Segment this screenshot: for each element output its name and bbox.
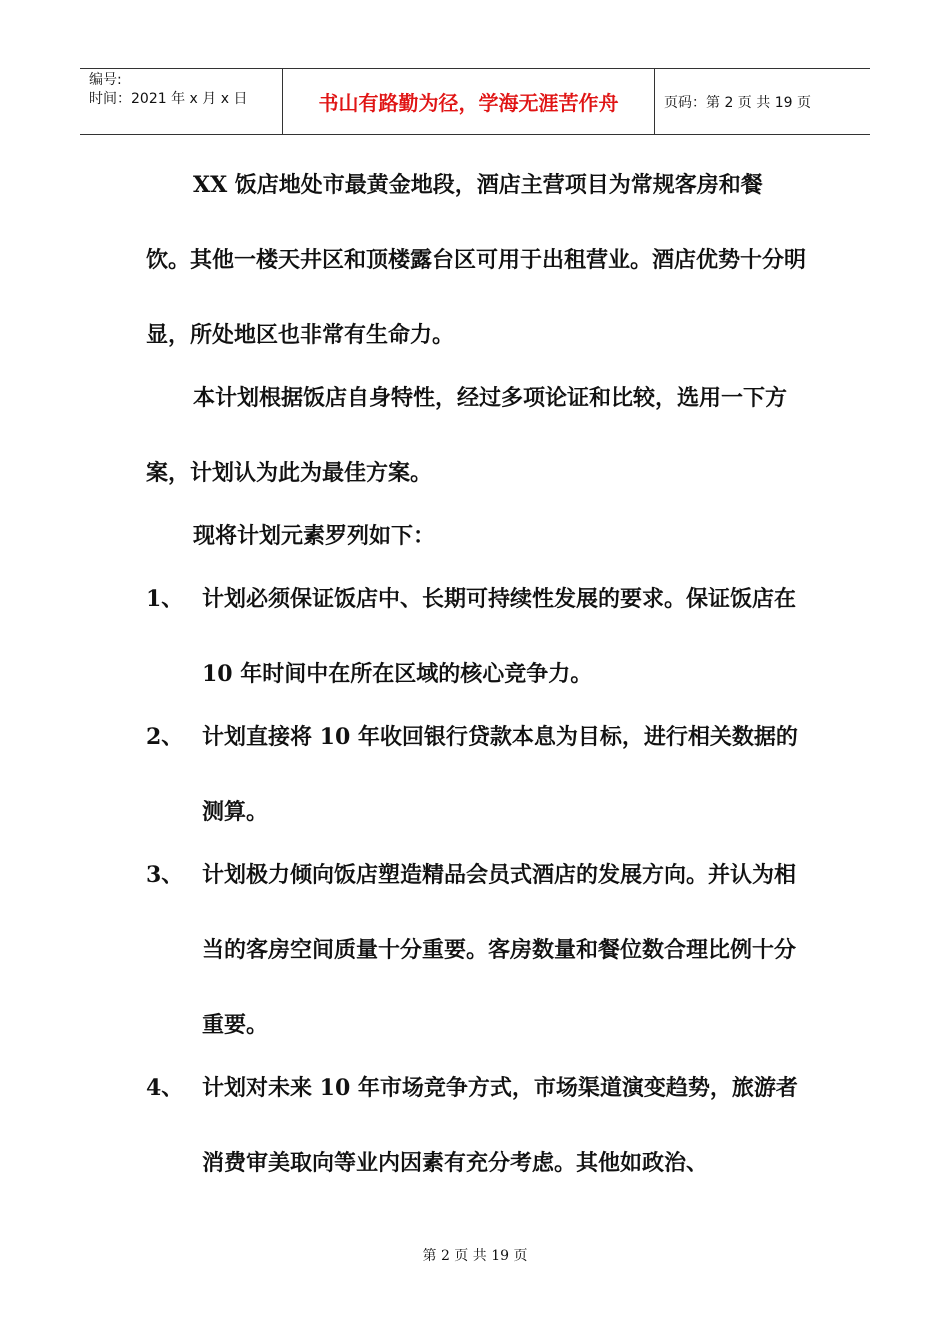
list-item-text: 计划对未来 10 年市场竞争方式，市场渠道演变趋势，旅游者消费审美取向等业内因素有充分考虑。其他如政治、 <box>202 1075 798 1176</box>
list-item-text: 计划极力倾向饭店塑造精品会员式酒店的发展方向。并认为相当的客房空间质量十分重要。客房数量和餐位数合理比例十分重要。 <box>202 862 797 1038</box>
header-page-info: 页码：第 2 页 共 19 页 <box>664 94 811 111</box>
list-item-number: 2、 <box>146 724 184 750</box>
document-time-label: 时间：2021 年 x 月 x 日 <box>89 91 248 107</box>
list-item-number: 4、 <box>146 1075 184 1101</box>
list-item-3 <box>146 838 806 1063</box>
body-paragraph-2: 本计划根据饭店自身特性，经过多项论证和比较，选用一下方案，计划认为此为最佳方案。 <box>146 385 788 486</box>
body-paragraph-1: XX 饭店地处市最黄金地段，酒店主营项目为常规客房和餐饮。其他一楼天井区和顶楼露台区可用于出租营业。酒店优势十分明显，所处地区也非常有生命力。 <box>146 172 807 348</box>
page-footer: 第 2 页 共 19 页 <box>422 1248 528 1264</box>
header-meta <box>80 69 282 134</box>
list-item-number: 3、 <box>146 862 184 888</box>
header-motto: 书山有路勤为径，学海无涯苦作舟 <box>282 69 655 134</box>
list-item-text: 计划必须保证饭店中、长期可持续性发展的要求。保证饭店在 10 年时间中在所在区域的核心竞争力。 <box>202 586 797 687</box>
page-header <box>80 68 870 135</box>
list-item-1 <box>146 562 806 712</box>
list-item-2 <box>146 700 806 850</box>
list-item-4 <box>146 1051 806 1201</box>
list-item-text: 计划直接将 10 年收回银行贷款本息为目标，进行相关数据的测算。 <box>202 724 798 825</box>
body-paragraph-3: 现将计划元素罗列如下： <box>193 523 436 549</box>
document-number-label: 编号: <box>89 72 122 88</box>
list-item-number: 1、 <box>146 586 184 612</box>
